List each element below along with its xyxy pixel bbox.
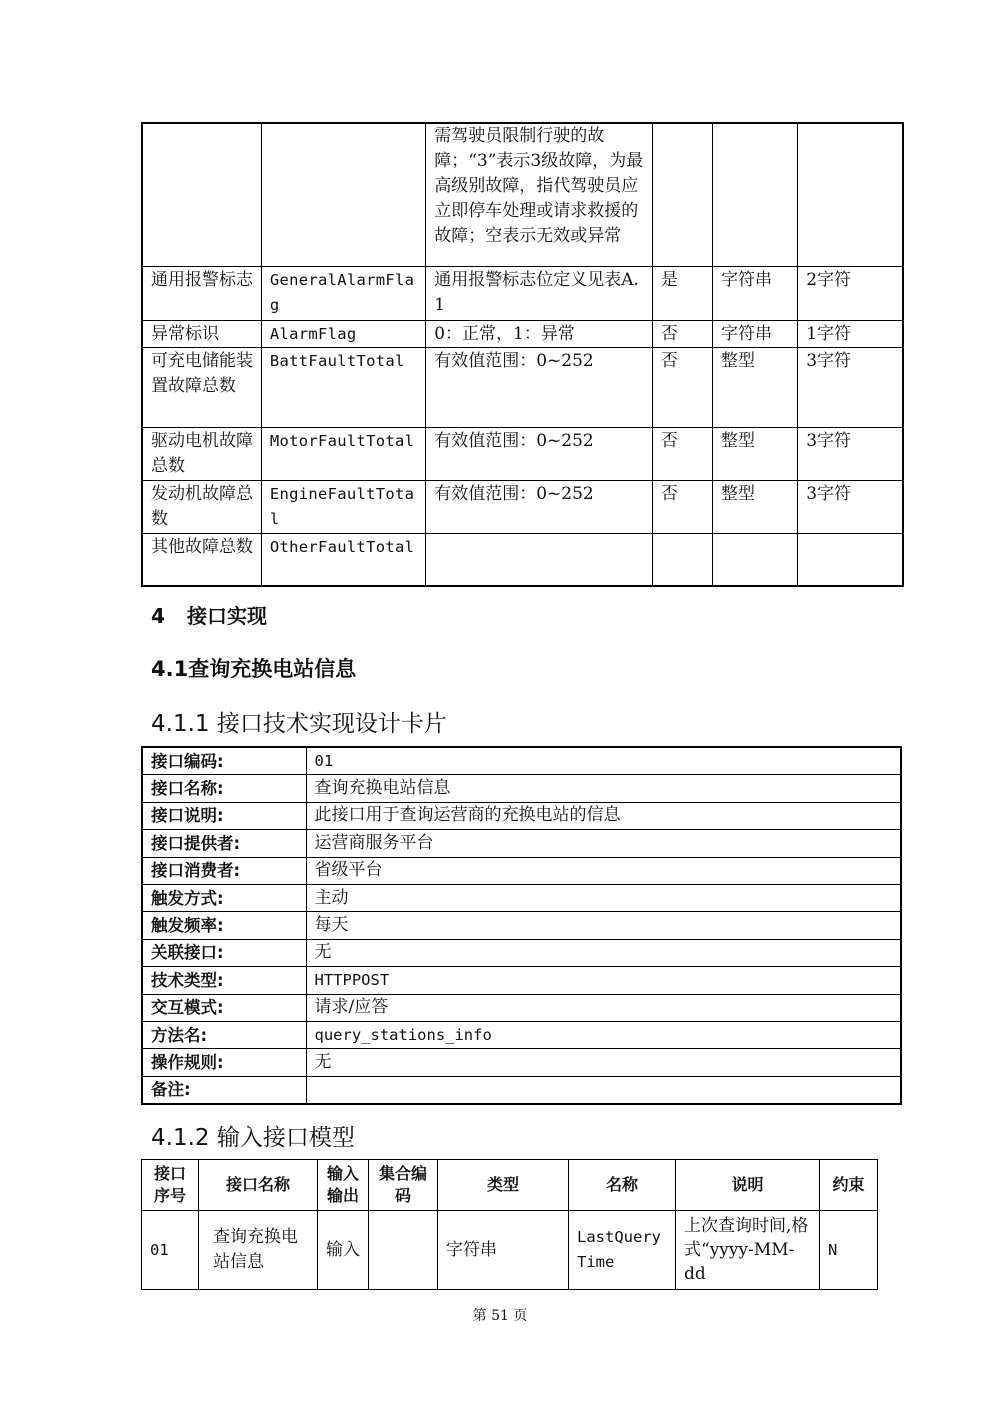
subsubsection-heading: 4.1.2 输入接口模型 — [151, 1125, 355, 1151]
column-header: 输入输出 — [318, 1160, 369, 1211]
cell-description: 有效值范围：0~252 — [426, 347, 653, 427]
cell-interface-name: 查询充换电站信息 — [199, 1211, 318, 1290]
table-row — [142, 1021, 901, 1048]
cell-type — [712, 533, 797, 586]
table-header-row — [142, 1160, 878, 1211]
card-key: 接口消费者: — [142, 857, 306, 884]
column-header: 接口序号 — [142, 1160, 199, 1211]
subsubsection-heading: 4.1.1 接口技术实现设计卡片 — [151, 711, 447, 737]
card-key: 备注: — [142, 1076, 306, 1104]
cell-field-code: AlarmFlag — [261, 320, 425, 347]
card-key: 关联接口: — [142, 939, 306, 966]
cell-description: 0：正常，1：异常 — [426, 320, 653, 347]
cell-description: 上次查询时间,格式“yyyy-MM-dd — [676, 1211, 820, 1290]
cell-description: 需驾驶员限制行驶的故障；“3”表示3级故障，为最高级别故障，指代驾驶员应立即停车处理或请求救援的故障；空表示无效或异常 — [426, 123, 653, 266]
cell-field-code: BattFaultTotal — [261, 347, 425, 427]
cell-field-name: 异常标识 — [142, 320, 261, 347]
cell-field-name: 通用报警标志 — [142, 266, 261, 320]
cell-field-name: 其他故障总数 — [142, 533, 261, 586]
table-row — [142, 830, 901, 857]
table-row — [142, 427, 903, 480]
section-title: 接口实现 — [187, 604, 267, 628]
column-header: 类型 — [438, 1160, 569, 1211]
card-value: 省级平台 — [306, 857, 901, 884]
table-row — [142, 802, 901, 829]
cell-io: 输入 — [318, 1211, 369, 1290]
column-header: 约束 — [820, 1160, 878, 1211]
cell-type — [712, 123, 797, 266]
page-number: 第 51 页 — [472, 1308, 528, 1324]
cell-field-code: MotorFaultTotal — [261, 427, 425, 480]
table-row — [142, 884, 901, 911]
cell-length: 3字符 — [798, 480, 903, 533]
card-value: 主动 — [306, 884, 901, 911]
card-value: 此接口用于查询运营商的充换电站的信息 — [306, 802, 901, 829]
card-value: 每天 — [306, 912, 901, 939]
section-heading — [151, 600, 267, 629]
card-key: 操作规则: — [142, 1049, 306, 1076]
cell-required: 是 — [652, 266, 712, 320]
table-row — [142, 1076, 901, 1104]
table-row — [142, 912, 901, 939]
cell-type: 字符串 — [712, 266, 797, 320]
column-header: 名称 — [569, 1160, 676, 1211]
section-number: 4 — [151, 604, 165, 628]
cell-required: 否 — [652, 320, 712, 347]
cell-description: 有效值范围：0~252 — [426, 480, 653, 533]
cell-field-name: 可充电储能装置故障总数 — [142, 347, 261, 427]
cell-field-code — [261, 123, 425, 266]
card-key: 方法名: — [142, 1021, 306, 1048]
card-key: 技术类型: — [142, 967, 306, 994]
card-value — [306, 1076, 901, 1104]
cell-type: 整型 — [712, 347, 797, 427]
cell-field-name: 驱动电机故障总数 — [142, 427, 261, 480]
cell-required: 否 — [652, 427, 712, 480]
cell-required — [652, 533, 712, 586]
cell-length — [798, 123, 903, 266]
column-header: 集合编码 — [369, 1160, 438, 1211]
card-value: query_stations_info — [306, 1021, 901, 1048]
cell-field-code: GeneralAlarmFlag — [261, 266, 425, 320]
card-value: 无 — [306, 939, 901, 966]
cell-length: 3字符 — [798, 347, 903, 427]
column-header: 接口名称 — [199, 1160, 318, 1211]
table-row — [142, 775, 901, 802]
input-model-table — [141, 1159, 878, 1290]
table-row — [142, 857, 901, 884]
card-key: 接口编码: — [142, 747, 306, 775]
cell-description: 有效值范围：0~252 — [426, 427, 653, 480]
cell-description — [426, 533, 653, 586]
fault-fields-table — [141, 122, 904, 587]
table-row — [142, 123, 903, 266]
cell-required — [652, 123, 712, 266]
table-row — [142, 939, 901, 966]
table-row — [142, 533, 903, 586]
cell-type: 字符串 — [712, 320, 797, 347]
cell-required: 否 — [652, 347, 712, 427]
cell-name: LastQueryTime — [569, 1211, 676, 1290]
table-row — [142, 480, 903, 533]
card-key: 交互模式: — [142, 994, 306, 1021]
column-header: 说明 — [676, 1160, 820, 1211]
cell-length: 1字符 — [798, 320, 903, 347]
subsection-heading: 4.1查询充换电站信息 — [151, 657, 357, 681]
card-key: 触发频率: — [142, 912, 306, 939]
cell-field-name — [142, 123, 261, 266]
cell-length: 3字符 — [798, 427, 903, 480]
card-value: 运营商服务平台 — [306, 830, 901, 857]
table-row — [142, 266, 903, 320]
table-row — [142, 994, 901, 1021]
cell-type: 字符串 — [438, 1211, 569, 1290]
table-row — [142, 1049, 901, 1076]
cell-description: 通用报警标志位定义见表A.1 — [426, 266, 653, 320]
cell-seq: 01 — [142, 1211, 199, 1290]
card-key: 接口提供者: — [142, 830, 306, 857]
cell-required: 否 — [652, 480, 712, 533]
interface-card-table — [141, 746, 902, 1105]
card-key: 接口说明: — [142, 802, 306, 829]
card-key: 接口名称: — [142, 775, 306, 802]
table-row — [142, 347, 903, 427]
card-value: 无 — [306, 1049, 901, 1076]
card-key: 触发方式: — [142, 884, 306, 911]
table-row — [142, 967, 901, 994]
cell-field-code: EngineFaultTotal — [261, 480, 425, 533]
cell-field-name: 发动机故障总数 — [142, 480, 261, 533]
cell-length: 2字符 — [798, 266, 903, 320]
cell-length — [798, 533, 903, 586]
card-value: HTTPPOST — [306, 967, 901, 994]
cell-type: 整型 — [712, 427, 797, 480]
cell-field-code: OtherFaultTotal — [261, 533, 425, 586]
table-row — [142, 747, 901, 775]
cell-set-code — [369, 1211, 438, 1290]
cell-constraint: N — [820, 1211, 878, 1290]
cell-type: 整型 — [712, 480, 797, 533]
card-value: 01 — [306, 747, 901, 775]
card-value: 请求/应答 — [306, 994, 901, 1021]
table-row — [142, 1211, 878, 1290]
card-value: 查询充换电站信息 — [306, 775, 901, 802]
table-row — [142, 320, 903, 347]
